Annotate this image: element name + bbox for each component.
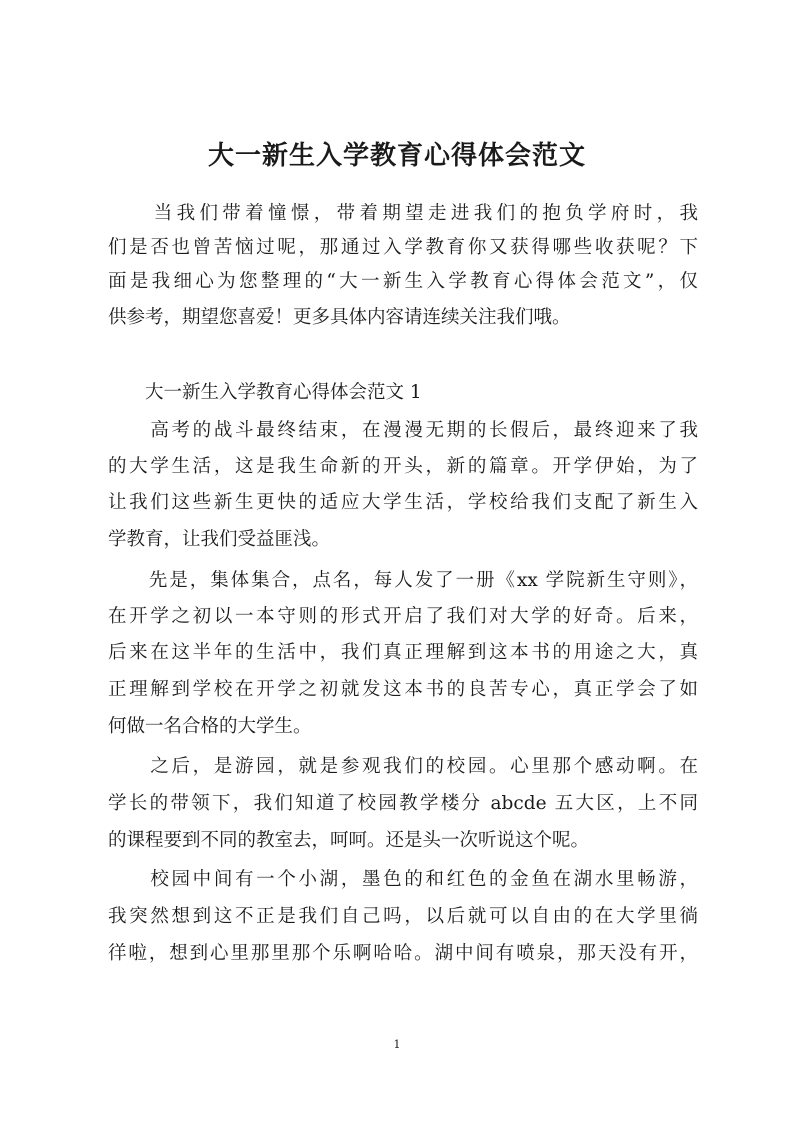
intro-line: 们是否也曾苦恼过呢，那通过入学教育你又获得哪些收获呢？下 bbox=[108, 237, 698, 258]
paragraph-line: 学长的带领下，我们知道了校园教学楼分 abcde 五大区，上不同 bbox=[108, 793, 698, 814]
page-number: 1 bbox=[393, 1038, 401, 1051]
intro-line: 供参考，期望您喜爱！更多具体内容请连续关注我们哦。 bbox=[108, 307, 571, 328]
paragraph-line: 高考的战斗最终结束，在漫漫无期的长假后，最终迎来了我 bbox=[108, 420, 698, 441]
paragraph-line: 正理解到学校在开学之初就发这本书的良苦专心，真正学会了如 bbox=[108, 679, 698, 700]
paragraph-line: 之后，是游园，就是参观我们的校园。心里那个感动啊。在 bbox=[108, 756, 698, 777]
paragraph-line: 学教育，让我们受益匪浅。 bbox=[108, 529, 331, 550]
intro-line: 当我们带着憧憬，带着期望走进我们的抱负学府时，我 bbox=[108, 203, 698, 224]
paragraph-line: 我突然想到这不正是我们自己吗，以后就可以自由的在大学里徜 bbox=[108, 906, 698, 927]
paragraph-line: 在开学之初以一本守则的形式开启了我们对大学的好奇。后来， bbox=[108, 606, 698, 627]
intro-line: 面是我细心为您整理的“大一新生入学教育心得体会范文”，仅 bbox=[108, 271, 698, 292]
paragraph-line: 先是，集体集合，点名，每人发了一册《xx 学院新生守则》， bbox=[108, 570, 698, 591]
paragraph-line: 让我们这些新生更快的适应大学生活，学校给我们支配了新生入 bbox=[108, 492, 698, 513]
section-heading: 大一新生入学教育心得体会范文 1 bbox=[108, 382, 422, 403]
paragraph-line: 后来在这半年的生活中，我们真正理解到这本书的用途之大，真 bbox=[108, 642, 698, 663]
paragraph-line: 何做一名合格的大学生。 bbox=[108, 716, 312, 737]
paragraph-line: 徉啦，想到心里那里那个乐啊哈哈。湖中间有喷泉，那天没有开， bbox=[108, 943, 698, 964]
paragraph-line: 的课程要到不同的教室去，呵呵。还是头一次听说这个呢。 bbox=[108, 830, 590, 851]
document-title: 大一新生入学教育心得体会范文 bbox=[207, 141, 586, 171]
paragraph-line: 校园中间有一个小湖，墨色的和红色的金鱼在湖水里畅游， bbox=[108, 869, 698, 890]
paragraph-line: 的大学生活，这是我生命新的开头，新的篇章。开学伊始，为了 bbox=[108, 456, 698, 477]
